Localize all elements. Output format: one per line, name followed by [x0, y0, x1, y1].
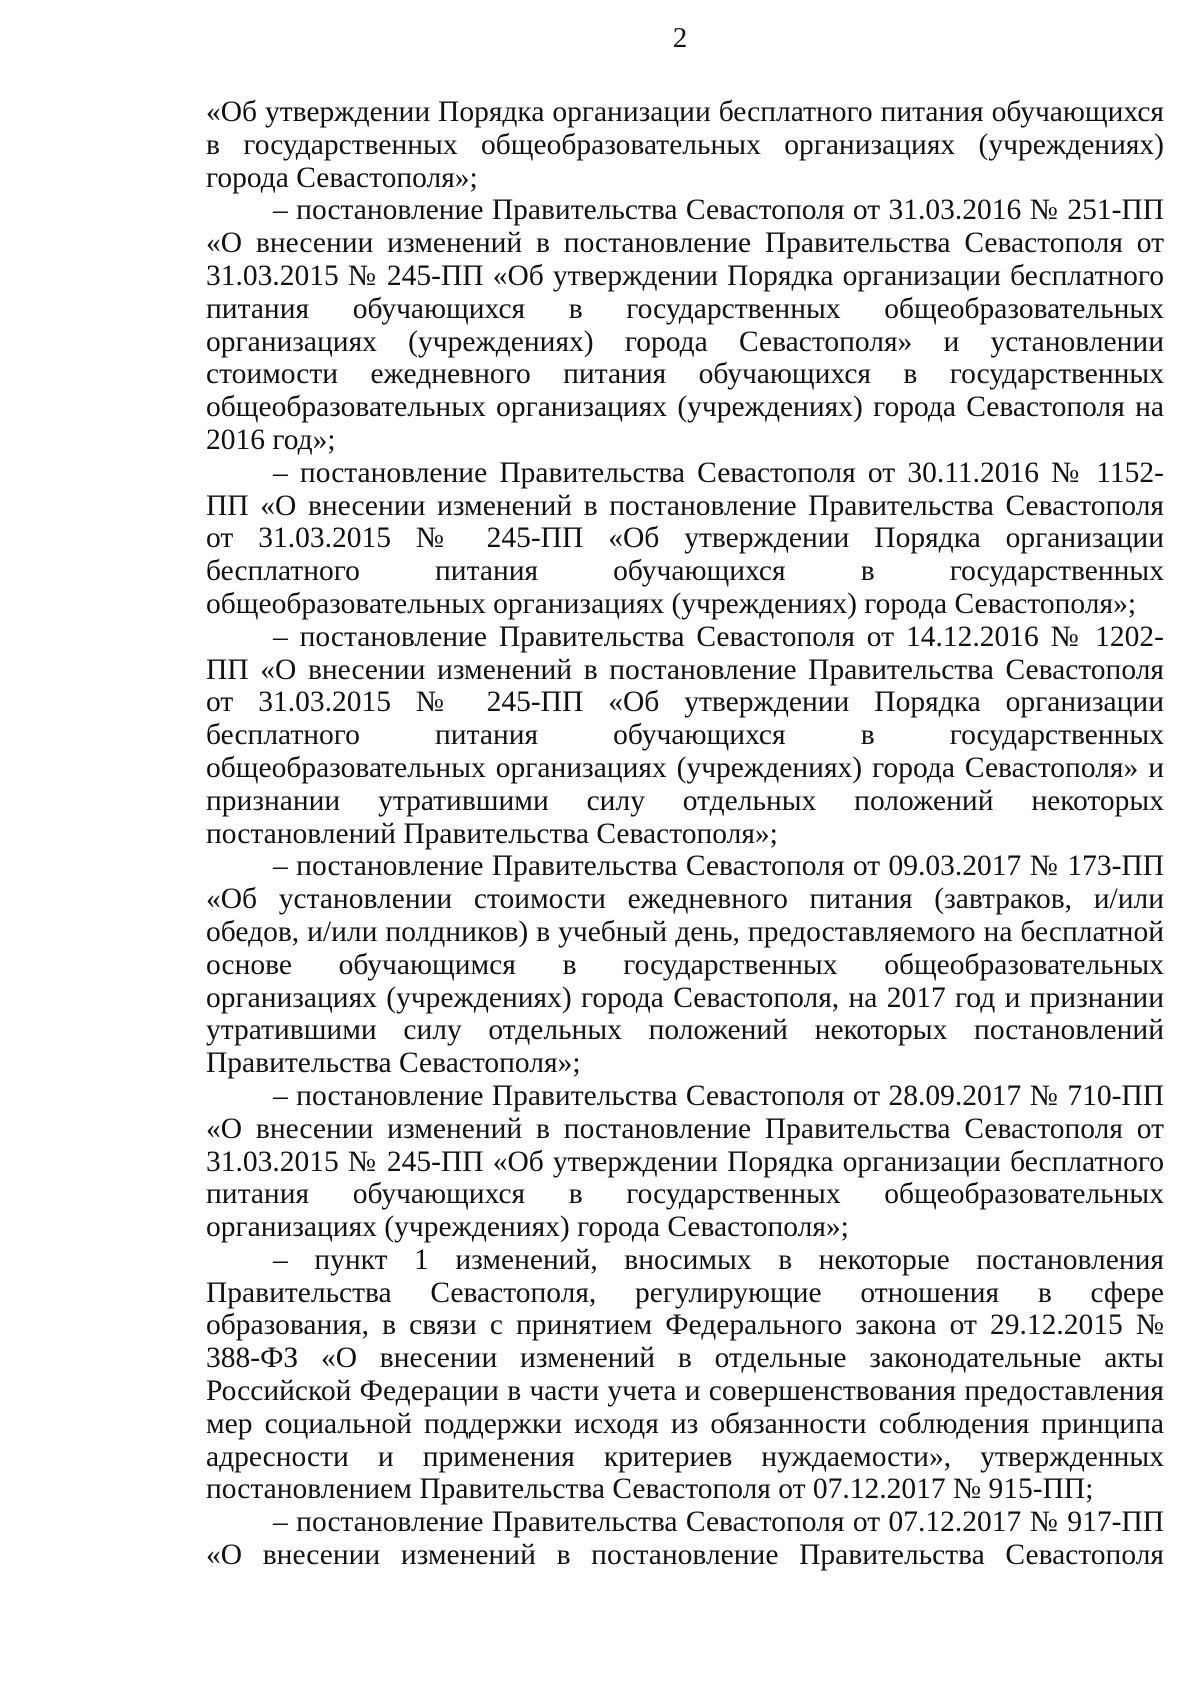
document-body — [206, 96, 1164, 1572]
list-item-decree-917: – постановление Правительства Севастополя от 07.12.2017 № 917-ПП «О внесении изменений в постановление Правительства Севастополя — [206, 1506, 1164, 1572]
list-item-clause-915: – пункт 1 изменений, вносимых в некоторые постановления Правительства Севастополя, регулирующие отношения в сфере образования, в связи с принятием Федерального закона от 29.12.2015 № 388-ФЗ «О внесении изменений в отдельные законодательные акты Российской Федерации в части учета и совершенствования предоставления мер социальной поддержки исходя из обязанности соблюдения принципа адресности и применения критериев нуждаемости», утвержденных постановлением Правительства Севастополя от 07.12.2017 № 915-ПП; — [206, 1243, 1164, 1506]
paragraph-continuation: «Об утверждении Порядка организации бесплатного питания обучающихся в государственных общеобразовательных организациях (учреждениях) города Севастополя»; — [206, 96, 1164, 194]
list-item-decree-251: – постановление Правительства Севастополя от 31.03.2016 № 251-ПП «О внесении изменений в постановление Правительства Севастополя от 31.03.2015 № 245-ПП «Об утверждении Порядка организации бесплатного питания обучающихся в государственных общеобразовательных организациях (учреждениях) города Севастополя» и установлении стоимости ежедневного питания обучающихся в государственных общеобразовательных организациях (учреждениях) города Севастополя на 2016 год»; — [206, 194, 1164, 456]
list-item-decree-710: – постановление Правительства Севастополя от 28.09.2017 № 710-ПП «О внесении изменений в постановление Правительства Севастополя от 31.03.2015 № 245-ПП «Об утверждении Порядка организации бесплатного питания обучающихся в государственных общеобразовательных организациях (учреждениях) города Севастополя»; — [206, 1079, 1164, 1244]
page-number: 2 — [672, 22, 688, 54]
list-item-decree-1202: – постановление Правительства Севастополя от 14.12.2016 № 1202-ПП «О внесении изменений в постановление Правительства Севастополя от 31.03.2015 № 245-ПП «Об утверждении Порядка организации бесплатного питания обучающихся в государственных общеобразовательных организациях (учреждениях) города Севастополя» и признании утратившими силу отдельных положений некоторых постановлений Правительства Севастополя»; — [206, 620, 1164, 850]
list-item-decree-173: – постановление Правительства Севастополя от 09.03.2017 № 173-ПП «Об установлении стоимости ежедневного питания (завтраков, и/или обедов, и/или полдников) в учебный день, предоставляемого на бесплатной основе обучающимся в государственных общеобразовательных организациях (учреждениях) города Севастополя, на 2017 год и признании утратившими силу отдельных положений некоторых постановлений Правительства Севастополя»; — [206, 850, 1164, 1080]
list-item-decree-1152: – постановление Правительства Севастополя от 30.11.2016 № 1152-ПП «О внесении изменений в постановление Правительства Севастополя от 31.03.2015 № 245-ПП «Об утверждении Порядка организации бесплатного питания обучающихся в государственных общеобразовательных организациях (учреждениях) города Севастополя»; — [206, 456, 1164, 620]
